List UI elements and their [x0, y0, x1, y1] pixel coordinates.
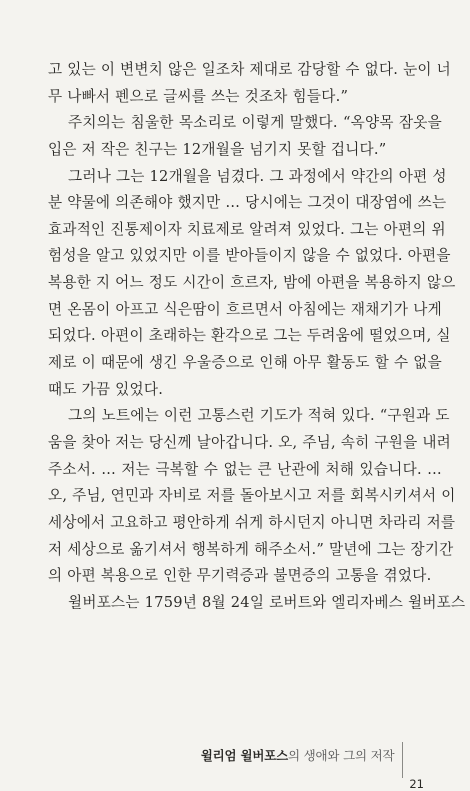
text-line: 되었다. 아편이 초래하는 환각으로 그는 두려움에 떨었으며, 실: [48, 327, 451, 345]
body-text: [48, 57, 466, 616]
page-number: 21: [409, 777, 424, 791]
text-line: 때도 가끔 있었다.: [48, 380, 164, 398]
text-line: 험성을 알고 있었지만 이를 받아들이지 않을 수 없었다. 아편을: [48, 247, 451, 265]
text-line: 면 온몸이 아프고 식은땀이 흐르면서 아침에는 재채기가 나게: [48, 300, 442, 318]
footer-divider: [402, 742, 403, 778]
text-line: 움을 찾아 저는 당신께 날아갑니다. 오, 주님, 속히 구원을 내려: [48, 433, 452, 451]
text-line: 무 나빠서 펜으로 글씨를 쓰는 것조차 힘들다.”: [48, 87, 349, 105]
text-line: 복용한 지 어느 정도 시간이 흐르자, 밤에 아편을 복용하지 않으: [48, 274, 456, 292]
text-line: 제로 이 때문에 생긴 우울증으로 인해 아무 활동도 할 수 없을: [48, 354, 442, 372]
paragraph-first-line: 윌버포스는 1759년 8월 24일 로버트와 엘리자베스 윌버포스: [68, 593, 466, 611]
text-line: 세상에서 고요하고 평안하게 쉬게 하시던지 아니면 차라리 저를: [48, 513, 456, 531]
paragraph-first-line: 그의 노트에는 이런 고통스런 기도가 적혀 있다. “구원과 도: [68, 407, 450, 425]
page-footer: [201, 748, 424, 790]
text-line: 입은 저 작은 친구는 12개월을 넘기지 못할 겁니다.”: [48, 140, 387, 158]
running-head-title: 윌리엄 윌버포스: [200, 748, 289, 763]
text-line: 의 아편 복용으로 인한 무기력증과 불면증의 고통을 겪었다.: [48, 567, 432, 585]
text-line: 오, 주님, 연민과 자비로 저를 돌아보시고 저를 회복시키셔서 이: [48, 487, 456, 505]
paragraph-first-line: 주치의는 침울한 목소리로 이렇게 말했다. “옥양목 잠옷을: [68, 114, 442, 132]
running-head: [201, 748, 395, 764]
text-line: 고 있는 이 변변치 않은 일조차 제대로 감당할 수 없다. 눈이 너: [48, 61, 452, 78]
text-line: 주소서. … 저는 극복할 수 없는 큰 난관에 처해 있습니다. …: [48, 460, 442, 478]
running-head-subtitle: 의 생애와 그의 저작: [288, 748, 395, 763]
text-line: 효과적인 진통제이자 치료제로 알려져 있었다. 그는 아편의 위: [48, 220, 446, 238]
text-line: 저 세상으로 옮기셔서 행복하게 해주소서.” 말년에 그는 장기간: [48, 540, 454, 558]
paragraph-first-line: 그러나 그는 12개월을 넘겼다. 그 과정에서 약간의 아편 성: [68, 167, 447, 185]
text-line: 분 약물에 의존해야 했지만 … 당시에는 그것이 대장염에 쓰는: [48, 194, 447, 212]
